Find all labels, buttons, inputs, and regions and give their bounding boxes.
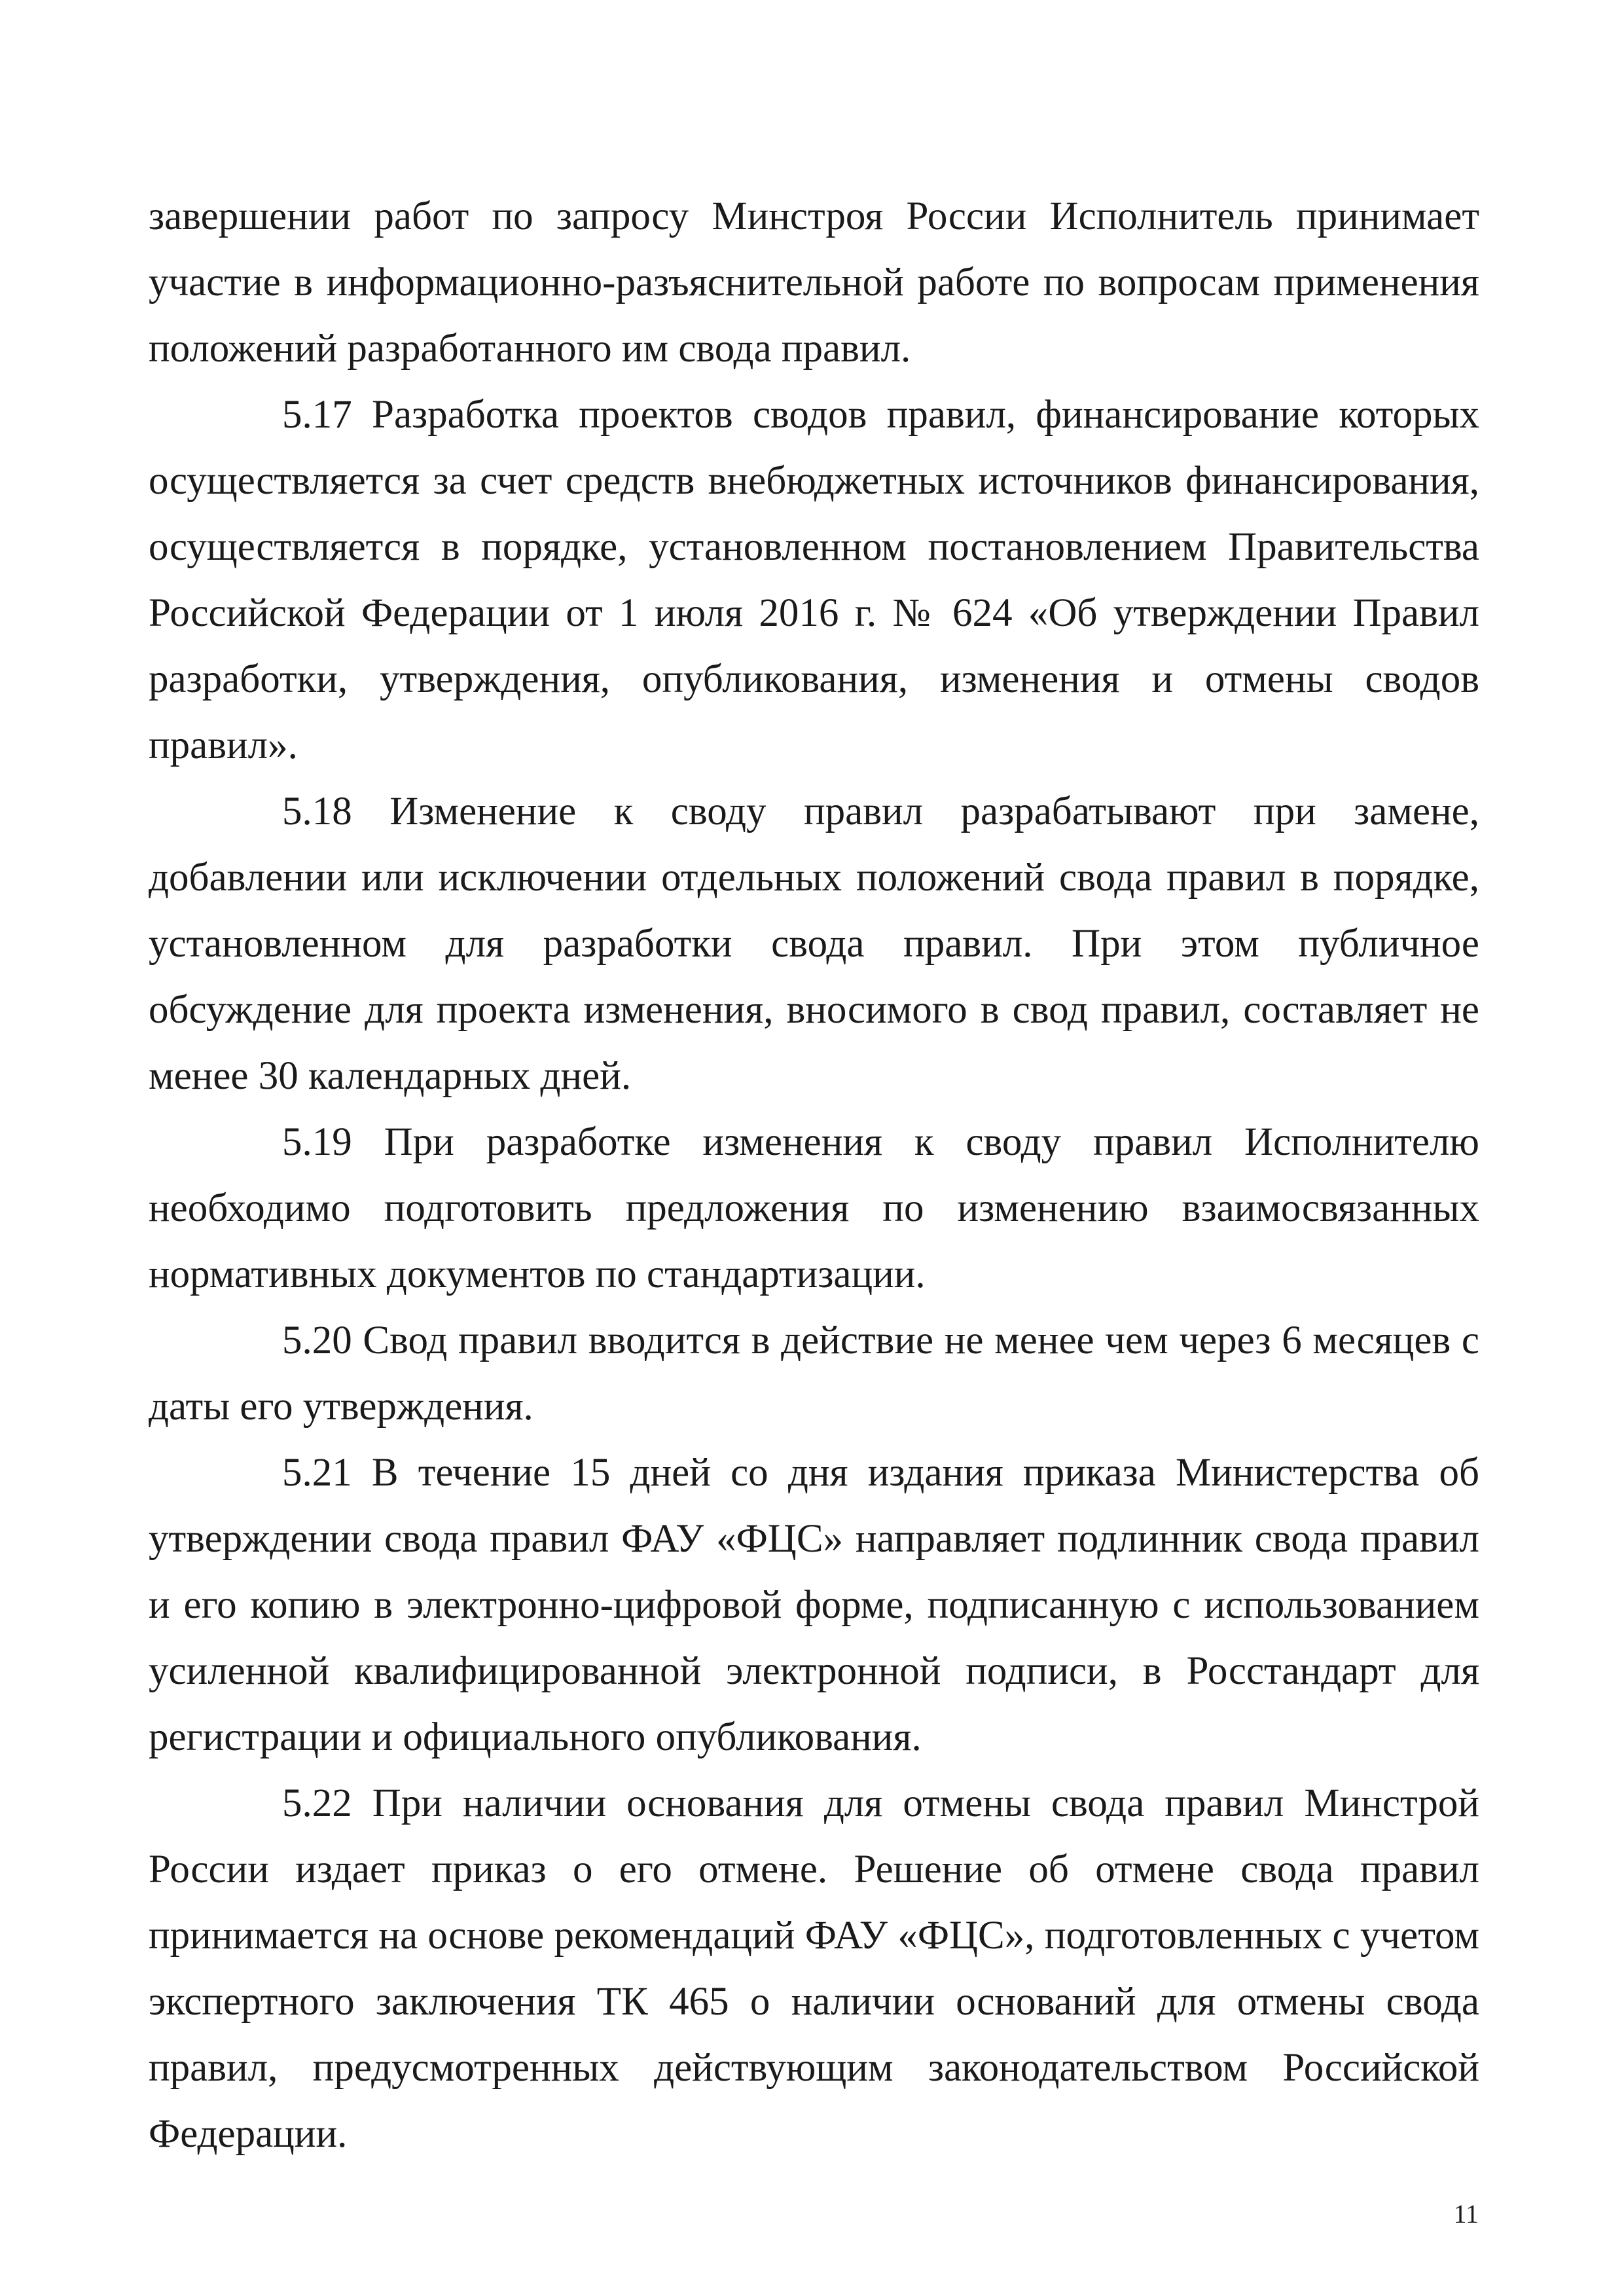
paragraph-5-20: 5.20 Свод правил вводится в действие не менее чем через 6 месяцев с даты его утверждения. <box>149 1319 1479 1429</box>
document-body <box>149 183 1479 2167</box>
paragraph-5-19: 5.19 При разработке изменения к своду правил Исполнителю необходимо подготовить предложения по изменению взаимосвязанных нормативных документов по стандартизации. <box>149 1120 1479 1296</box>
paragraph-5-21: 5.21 В течение 15 дней со дня издания приказа Министерства об утверждении свода правил ФАУ «ФЦС» направляет подлинник свода правил и его копию в электронно-цифровой форме, подписанную с использованием усиленной квалифицированной электронной подписи, в Росстандарт для регистрации и официального опубликования. <box>149 1451 1479 1759</box>
paragraph-continuation: завершении работ по запросу Минстроя России Исполнитель принимает участие в информационно-разъяснительной работе по вопросам применения положений разработанного им свода правил. <box>149 194 1479 371</box>
page-number: 11 <box>1453 2199 1479 2229</box>
paragraph-5-18: 5.18 Изменение к своду правил разрабатывают при замене, добавлении или исключении отдельных положений свода правил в порядке, установленном для разработки свода правил. При этом публичное обсуждение для проекта изменения, вносимого в свод правил, составляет не менее 30 календарных дней. <box>149 790 1479 1098</box>
paragraph-5-17: 5.17 Разработка проектов сводов правил, финансирование которых осуществляется за счет средств внебюджетных источников финансирования, осуществляется в порядке, установленном постановлением Правительства Российской Федерации от 1 июля 2016 г. № 624 «Об утверждении Правил разработки, утверждения, опубликования, изменения и отмены сводов правил». <box>149 393 1479 767</box>
paragraph-5-22: 5.22 При наличии основания для отмены свода правил Минстрой России издает приказ о его отмене. Решение об отмене свода правил принимается на основе рекомендаций ФАУ «ФЦС», подготовленных с учетом экспертного заключения ТК 465 о наличии оснований для отмены свода правил, предусмотренных действующим законодательством Российской Федерации. <box>149 1781 1479 2156</box>
